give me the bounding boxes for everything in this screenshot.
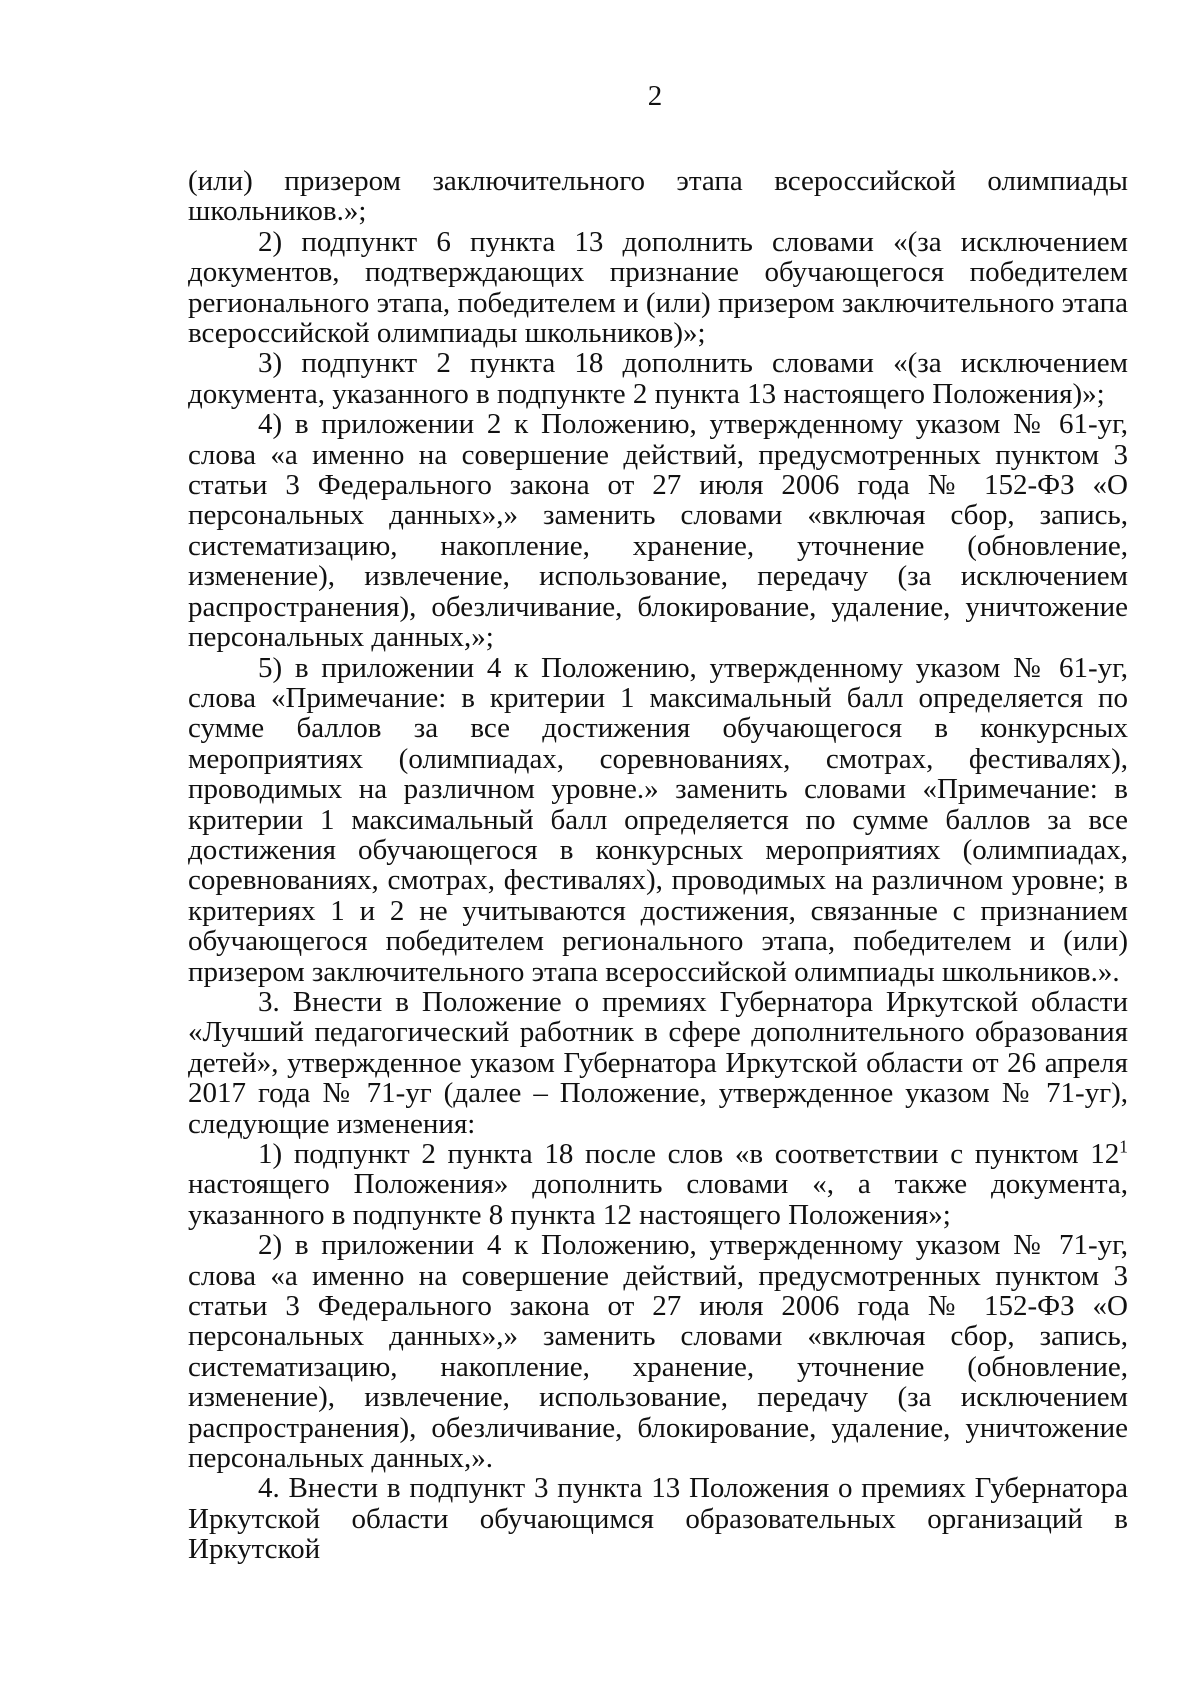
superscript-number: 1 xyxy=(1119,1136,1128,1157)
paragraph-text-after-superscript: настоящего Положения» дополнить словами «, а также документа, указанного в подпункте 8 пункта 12 настоящего Положения»; xyxy=(188,1168,1128,1231)
paragraph-item-5: 5) в приложении 4 к Положению, утвержденному указом № 61-уг, слова «Примечание: в критерии 1 максимальный балл определяется по сумме баллов за все достижения обучающегося в конкурсных мероприятиях (олимпиадах, соревнованиях, смотрах, фестивалях), проводимых на различном уровне.» заменить словами «Примечание: в критерии 1 максимальный балл определяется по сумме баллов за все достижения обучающегося в конкурсных мероприятиях (олимпиадах, соревнованиях, смотрах, фестивалях), проводимых на различном уровне; в критериях 1 и 2 не учитываются достижения, связанные с признанием обучающегося победителем регионального этапа, победителем и (или) призером заключительного этапа всероссийской олимпиады школьников.». xyxy=(188,651,1128,988)
page-number: 2 xyxy=(647,80,663,112)
paragraph-section-3-item-1 xyxy=(188,1136,1128,1231)
document-body xyxy=(188,166,1128,1565)
paragraph-continuation: (или) призером заключительного этапа всероссийской олимпиады школьников.»; xyxy=(188,165,1128,228)
paragraph-text-before-superscript: 1) подпункт 2 пункта 18 после слов «в соответствии с пунктом 12 xyxy=(258,1138,1120,1170)
paragraph-item-3: 3) подпункт 2 пункта 18 дополнить словами «(за исключением документа, указанного в подпункте 2 пункта 13 настоящего Положения)»; xyxy=(188,347,1128,410)
paragraph-section-3: 3. Внести в Положение о премиях Губернатора Иркутской области «Лучший педагогический работник в сфере дополнительного образования детей», утвержденное указом Губернатора Иркутской области от 26 апреля 2017 года № 71-уг (далее – Положение, утвержденное указом № 71-уг), следующие изменения: xyxy=(188,985,1128,1140)
paragraph-item-4: 4) в приложении 2 к Положению, утвержденному указом № 61-уг, слова «а именно на совершение действий, предусмотренных пунктом 3 статьи 3 Федерального закона от 27 июля 2006 года № 152-ФЗ «О персональных данных»,» заменить словами «включая сбор, запись, систематизацию, накопление, хранение, уточнение (обновление, изменение), извлечение, использование, передачу (за исключением распространения), обезличивание, блокирование, удаление, уничтожение персональных данных,»; xyxy=(188,408,1128,654)
paragraph-section-3-item-2: 2) в приложении 4 к Положению, утвержденному указом № 71-уг, слова «а именно на совершение действий, предусмотренных пунктом 3 статьи 3 Федерального закона от 27 июля 2006 года № 152-ФЗ «О персональных данных»,» заменить словами «включая сбор, запись, систематизацию, накопление, хранение, уточнение (обновление, изменение), извлечение, использование, передачу (за исключением распространения), обезличивание, блокирование, удаление, уничтожение персональных данных,». xyxy=(188,1229,1128,1475)
paragraph-item-2: 2) подпункт 6 пункта 13 дополнить словами «(за исключением документов, подтверждающих признание обучающегося победителем регионального этапа, победителем и (или) призером заключительного этапа всероссийской олимпиады школьников)»; xyxy=(188,225,1128,350)
paragraph-section-4: 4. Внести в подпункт 3 пункта 13 Положения о премиях Губернатора Иркутской области обучающимся образовательных организаций в Иркутской xyxy=(188,1472,1128,1566)
